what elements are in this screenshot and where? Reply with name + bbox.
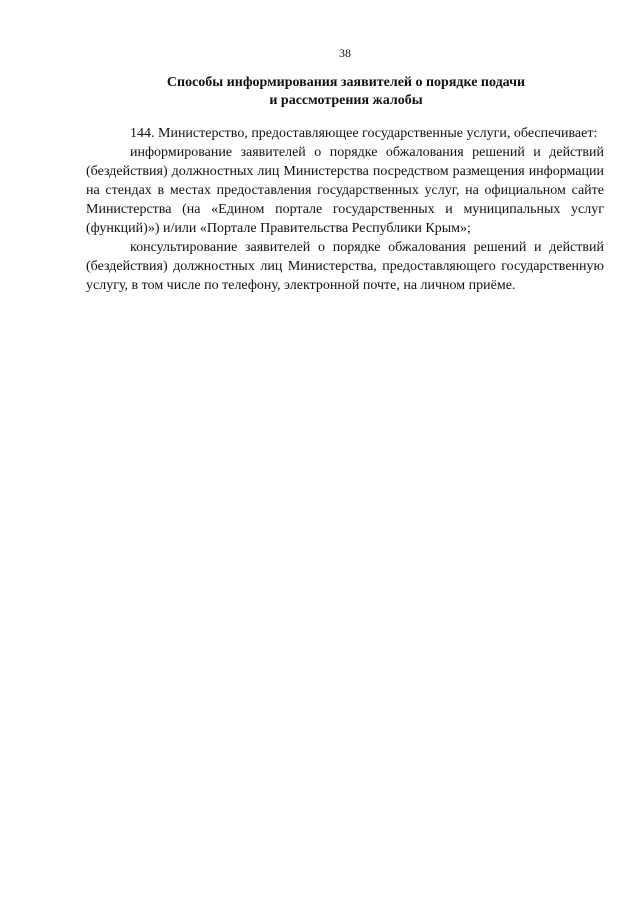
paragraph-144-intro: 144. Министерство, предоставляющее государственные услуги, обеспечивает: [130, 126, 598, 141]
section-heading-line-2: и рассмотрения жалобы [269, 93, 423, 108]
section-heading-line-1: Способы информирования заявителей о порядке подачи [166, 75, 526, 90]
page-number: 38 [339, 46, 351, 60]
paragraph-consulting: консультирование заявителей о порядке обжалования решений и действий (бездействия) должностных лиц Министерства, предоставляющего государственную услугу, в том числе по телефону, электронной почте, на личном приёме. [86, 240, 604, 293]
document-body [86, 124, 604, 295]
paragraph-informing: информирование заявителей о порядке обжалования решений и действий (бездействия) должностных лиц Министерства посредством размещения информации на стендах в местах предоставления государственных услуг, на официальном сайте Министерства (на «Едином портале государственных и муниципальных услуг (функций)») и/или «Портале Правительства Республики Крым»; [86, 145, 604, 236]
section-heading [86, 74, 606, 110]
